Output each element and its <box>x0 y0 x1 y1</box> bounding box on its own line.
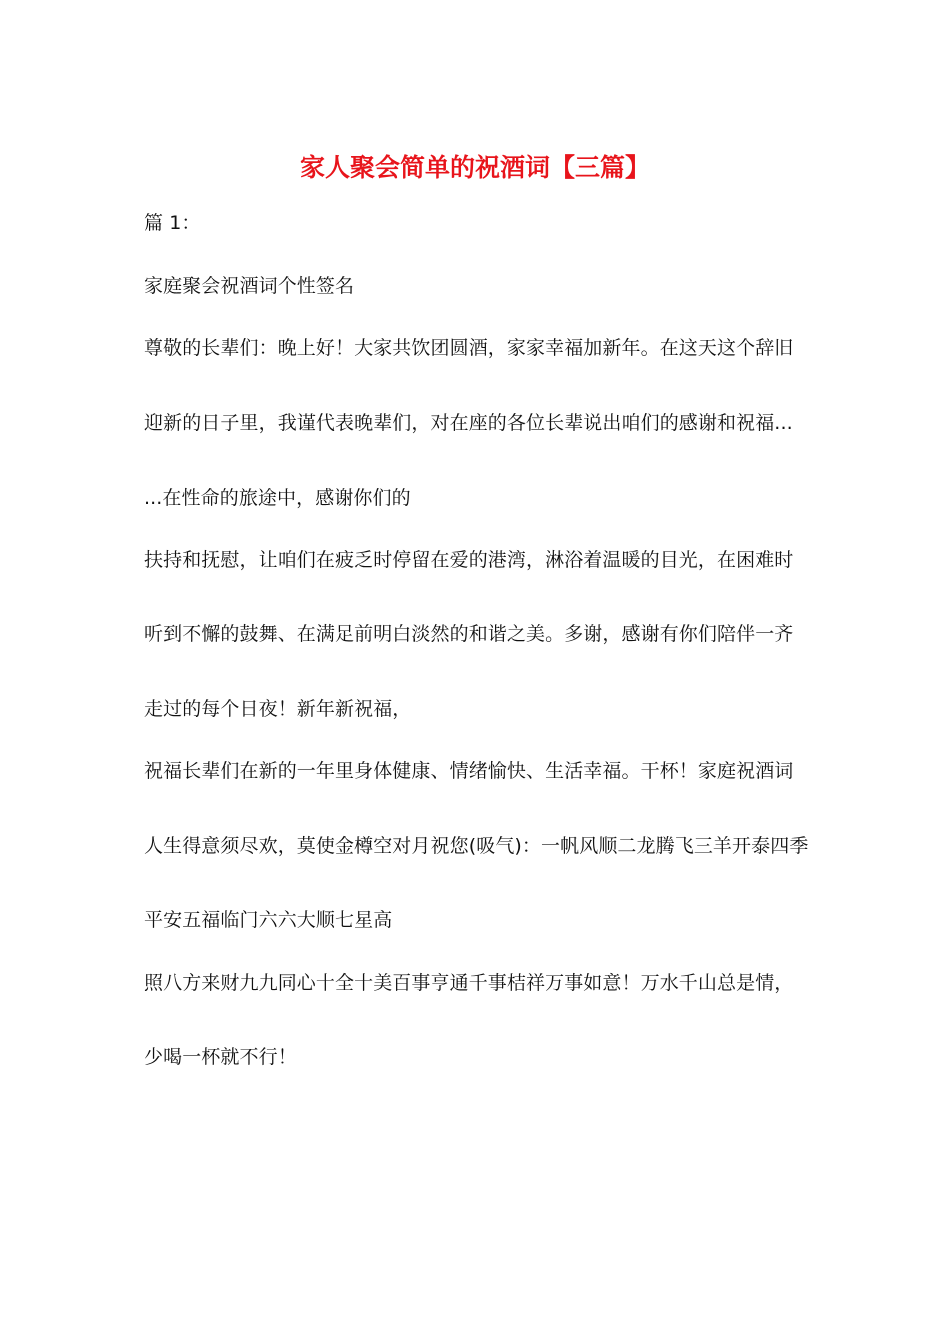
document-title: 家人聚会简单的祝酒词【三篇】 <box>299 153 650 182</box>
paragraph-line: 听到不懈的鼓舞、在满足前明白淡然的和谐之美。多谢，感谢有你们陪伴一齐 <box>144 623 794 645</box>
paragraph-line: 扶持和抚慰，让咱们在疲乏时停留在爱的港湾，淋浴着温暖的目光，在困难时 <box>144 549 794 571</box>
paragraph-line: 平安五福临门六六大顺七星高 <box>144 909 393 931</box>
paragraph-line: 照八方来财九九同心十全十美百事亨通千事桔祥万事如意！万水千山总是情， <box>144 972 794 994</box>
paragraph-line: 少喝一杯就不行！ <box>144 1046 297 1068</box>
section-label: 篇 1： <box>144 212 201 234</box>
paragraph-line: 尊敬的长辈们：晚上好！大家共饮团圆酒，家家幸福加新年。在这天这个辞旧 <box>144 337 794 359</box>
paragraph-line: 走过的每个日夜！新年新祝福， <box>144 698 412 720</box>
paragraph-line: 祝福长辈们在新的一年里身体健康、情绪愉快、生活幸福。干杯！家庭祝酒词 <box>144 760 794 782</box>
paragraph-line: 家庭聚会祝酒词个性签名 <box>144 275 355 297</box>
paragraph-line: 迎新的日子里，我谨代表晚辈们，对在座的各位长辈说出咱们的感谢和祝福... <box>144 412 793 434</box>
paragraph-line: 人生得意须尽欢，莫使金樽空对月祝您(吸气)：一帆风顺二龙腾飞三羊开泰四季 <box>144 835 809 857</box>
paragraph-line: ...在性命的旅途中，感谢你们的 <box>144 487 411 509</box>
